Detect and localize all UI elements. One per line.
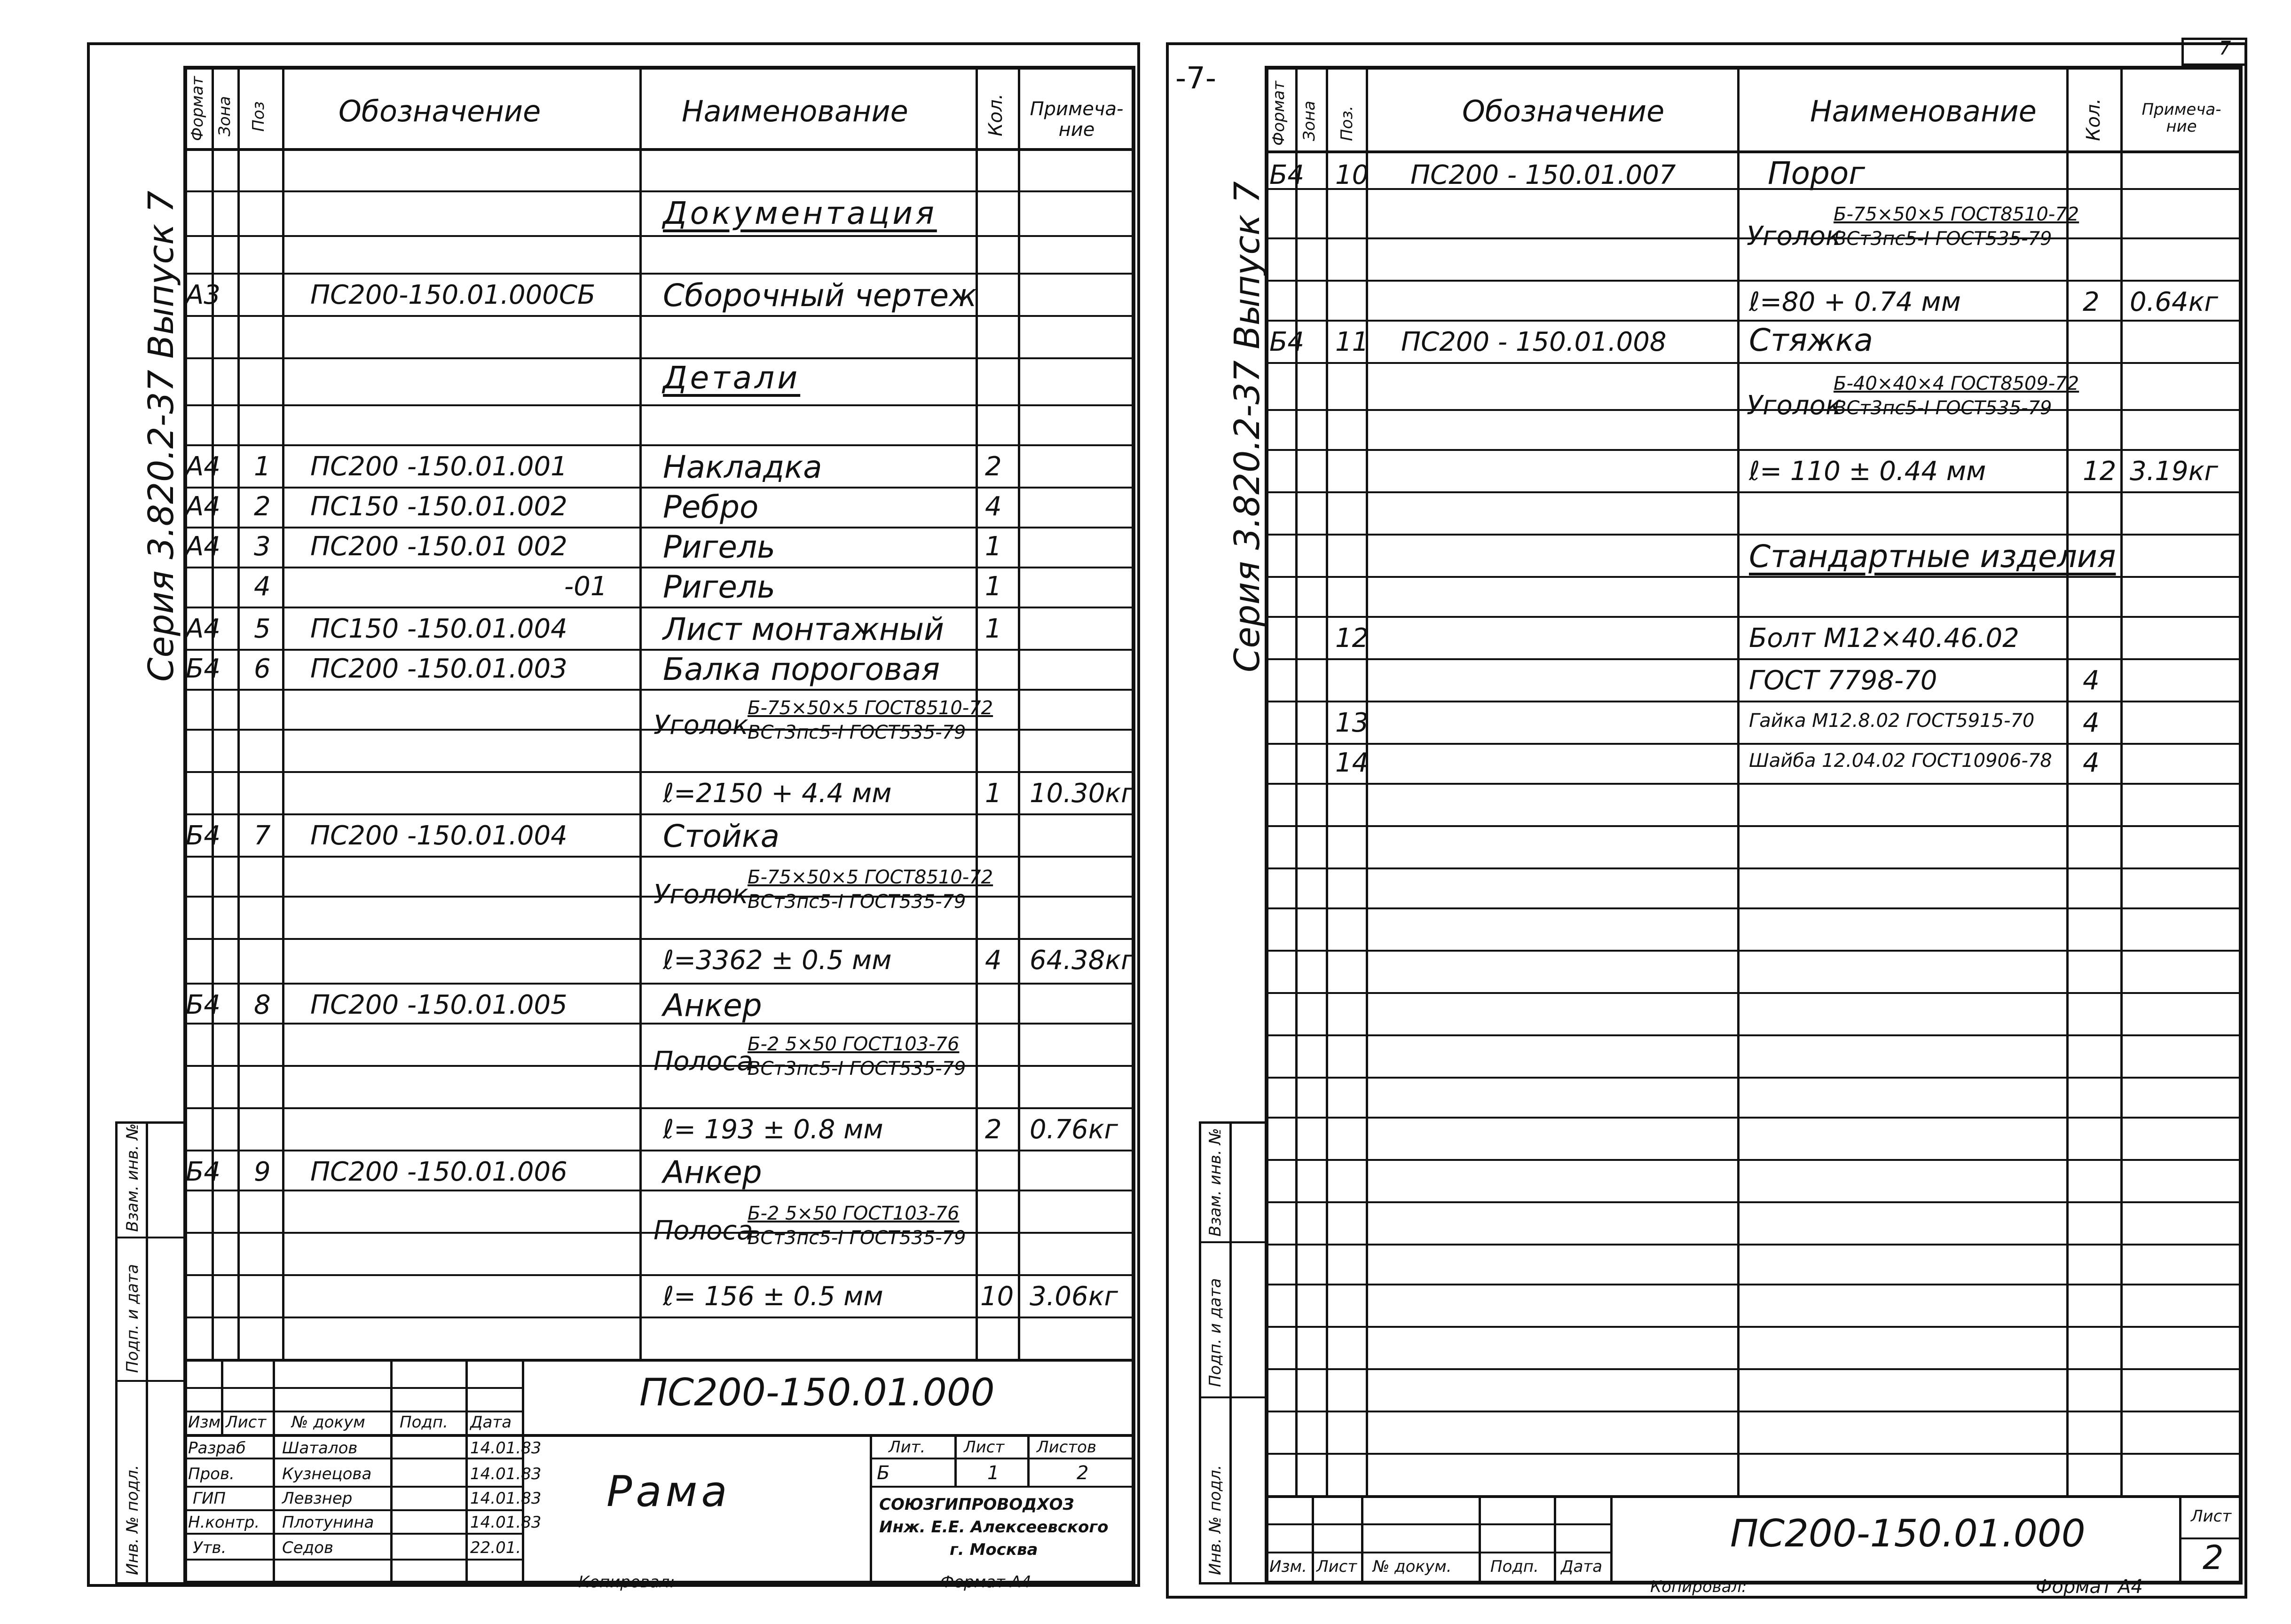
row-note: 10.30кг bbox=[1030, 778, 1135, 809]
copied-label: Копировал: bbox=[1650, 1577, 1747, 1596]
section-standard: Стандартные изделия bbox=[1749, 538, 2116, 575]
page-number: -7- bbox=[1175, 61, 1216, 96]
row-name: Болт М12×40.46.02 bbox=[1749, 623, 2019, 654]
row-designation: ПС200 - 150.01.007 bbox=[1410, 160, 1676, 190]
row-qty: 1 bbox=[985, 531, 1002, 562]
row-pos: 13 bbox=[1335, 708, 1369, 738]
row-pos: 7 bbox=[254, 820, 271, 851]
staff-date: 14.01.83 bbox=[470, 1439, 542, 1458]
row-name: Анкер bbox=[663, 987, 762, 1024]
row-qty: 2 bbox=[985, 1114, 1002, 1145]
staff-role: Н.контр. bbox=[188, 1513, 260, 1532]
row-name: ℓ=2150 + 4.4 мм bbox=[663, 778, 892, 809]
header-zone: Зона bbox=[1300, 101, 1319, 141]
row-format: Б4 bbox=[186, 654, 221, 684]
staff-name: Левзнер bbox=[282, 1489, 353, 1508]
row-name: Сборочный чертеж bbox=[663, 277, 977, 314]
row-name: ℓ= 193 ± 0.8 мм bbox=[663, 1114, 883, 1145]
fraction-bottom: ВСт3пс5-I ГОСТ535-79 bbox=[748, 1227, 966, 1249]
lit-label: Лит. bbox=[889, 1438, 926, 1457]
row-designation: ПС200 -150.01.005 bbox=[310, 990, 567, 1020]
staff-role: Разраб bbox=[188, 1439, 246, 1458]
row-pos: 11 bbox=[1335, 327, 1369, 357]
stamp-vzam: Взам. инв. № bbox=[1206, 1128, 1225, 1237]
row-name: Ригель bbox=[663, 529, 776, 565]
row-qty: 1 bbox=[985, 614, 1002, 644]
row-name: ℓ= 110 ± 0.44 мм bbox=[1749, 456, 1986, 487]
row-format: А4 bbox=[186, 531, 220, 562]
fraction-top: Б-40×40×4 ГОСТ8509-72 bbox=[1834, 373, 2079, 394]
row-qty: 2 bbox=[2083, 287, 2100, 317]
row-pos: 3 bbox=[254, 531, 271, 562]
list-value: 2 bbox=[2203, 1538, 2224, 1577]
row-note: 0.76кг bbox=[1030, 1114, 1118, 1145]
fraction-top: Б-2 5×50 ГОСТ103-76 bbox=[748, 1203, 960, 1224]
row-name: Лист монтажный bbox=[663, 611, 945, 647]
row-qty: 1 bbox=[985, 778, 1002, 809]
fraction-value bbox=[1834, 202, 2079, 251]
stamp-inv: Инв. № подл. bbox=[1206, 1465, 1225, 1575]
row-format: А3 bbox=[186, 280, 220, 310]
row-name: ГОСТ 7798-70 bbox=[1749, 665, 1937, 696]
fraction-value bbox=[748, 1032, 966, 1081]
lit-value: Б bbox=[877, 1462, 890, 1484]
col-ndoc: № докум bbox=[291, 1413, 365, 1432]
row-name: Порог bbox=[1768, 155, 1865, 191]
row-name: Гайка М12.8.02 ГОСТ5915-70 bbox=[1749, 710, 2035, 732]
header-qty: Кол. bbox=[985, 93, 1007, 136]
staff-date: 22.01. bbox=[470, 1538, 521, 1557]
format-label: Формат А4 bbox=[940, 1573, 1031, 1592]
row-designation: ПС200 -150.01.004 bbox=[310, 820, 567, 851]
row-designation: ПС200 - 150.01.008 bbox=[1401, 327, 1667, 357]
section-documentation: Документация bbox=[663, 195, 937, 231]
row-qty: 4 bbox=[985, 491, 1002, 522]
stamp-podp: Подп. и дата bbox=[1206, 1278, 1225, 1387]
row-format: Б4 bbox=[186, 1157, 221, 1187]
row-name: Ребро bbox=[663, 489, 759, 525]
fraction-label: Уголок bbox=[1747, 390, 1842, 421]
fraction-bottom: ВСт3пс5-I ГОСТ535-79 bbox=[748, 891, 966, 913]
row-designation: ПС150 -150.01.004 bbox=[310, 614, 567, 644]
row-pos: 2 bbox=[254, 491, 271, 522]
org-line3: г. Москва bbox=[950, 1540, 1038, 1559]
row-name: Анкер bbox=[663, 1154, 762, 1190]
col-list: Лист bbox=[226, 1413, 267, 1432]
fraction-top: Б-75×50×5 ГОСТ8510-72 bbox=[748, 697, 993, 719]
row-note: 3.19кг bbox=[2130, 456, 2218, 487]
stamp-podp: Подп. и дата bbox=[123, 1264, 142, 1373]
staff-name: Седов bbox=[282, 1538, 334, 1557]
header-pos: Поз. bbox=[1338, 105, 1356, 141]
staff-date: 14.01.83 bbox=[470, 1489, 542, 1508]
staff-name: Шаталов bbox=[282, 1439, 358, 1458]
col-list: Лист bbox=[1316, 1557, 1357, 1576]
fraction-bottom: ВСт3пс5-I ГОСТ535-79 bbox=[748, 722, 966, 743]
row-pos: 5 bbox=[254, 614, 271, 644]
header-qty: Кол. bbox=[2083, 98, 2104, 141]
list-label: Лист bbox=[964, 1438, 1005, 1457]
header-format: Формат bbox=[188, 76, 207, 141]
fraction-label: Полоса bbox=[653, 1215, 753, 1246]
col-podp: Подп. bbox=[400, 1413, 448, 1432]
staff-name: Кузнецова bbox=[282, 1465, 372, 1483]
stamp-inv: Инв. № подл. bbox=[123, 1465, 142, 1575]
fraction-label: Уголок bbox=[653, 879, 748, 910]
staff-date: 14.01.83 bbox=[470, 1465, 542, 1483]
row-name: Балка пороговая bbox=[663, 651, 940, 687]
series-label: Серия 3.820.2-37 Выпуск 7 bbox=[141, 190, 181, 682]
listov-label: Листов bbox=[1037, 1438, 1097, 1457]
col-podp: Подп. bbox=[1490, 1557, 1539, 1576]
row-pos: 4 bbox=[254, 571, 271, 602]
col-ndoc: № докум. bbox=[1373, 1557, 1452, 1576]
row-name: ℓ=80 + 0.74 мм bbox=[1749, 287, 1961, 317]
staff-name: Плотунина bbox=[282, 1513, 374, 1532]
fraction-label: Уголок bbox=[653, 710, 748, 741]
header-name: Наименование bbox=[682, 94, 908, 128]
row-format: А4 bbox=[186, 614, 220, 644]
row-pos: 12 bbox=[1335, 623, 1369, 654]
row-pos: 10 bbox=[1335, 160, 1369, 190]
row-qty: 10 bbox=[980, 1281, 1014, 1312]
header-note: Примеча-ние bbox=[2141, 100, 2221, 136]
doc-code: ПС200-150.01.000 bbox=[639, 1371, 995, 1414]
row-name: Накладка bbox=[663, 449, 822, 485]
col-izm: Изм. bbox=[188, 1413, 226, 1432]
row-qty: 2 bbox=[985, 451, 1002, 482]
row-designation: ПС200 -150.01.001 bbox=[310, 451, 567, 482]
fraction-top: Б-75×50×5 ГОСТ8510-72 bbox=[748, 867, 993, 888]
row-designation: ПС200 -150.01 002 bbox=[310, 531, 567, 562]
row-qty: 12 bbox=[2083, 456, 2117, 487]
fraction-value bbox=[748, 1201, 966, 1250]
row-qty: 1 bbox=[985, 571, 1002, 602]
list-value: 1 bbox=[987, 1462, 1000, 1484]
row-name: ℓ=3362 ± 0.5 мм bbox=[663, 945, 892, 976]
section-details: Детали bbox=[663, 360, 801, 396]
row-qty: 4 bbox=[2083, 708, 2100, 738]
fraction-value bbox=[1834, 371, 2079, 420]
org-line2: Инж. Е.Е. Алексеевского bbox=[879, 1518, 1109, 1537]
series-label: Серия 3.820.2-37 Выпуск 7 bbox=[1227, 181, 1268, 672]
listov-value: 2 bbox=[1077, 1462, 1089, 1484]
fraction-value bbox=[748, 696, 993, 745]
header-pos: Поз bbox=[249, 101, 268, 132]
staff-role: ГИП bbox=[193, 1489, 226, 1508]
row-name: Стяжка bbox=[1749, 322, 1873, 358]
row-name: Ригель bbox=[663, 569, 776, 605]
row-name: Шайба 12.04.02 ГОСТ10906-78 bbox=[1749, 750, 2052, 772]
row-qty: 4 bbox=[985, 945, 1002, 976]
org-line1: СОЮЗГИПРОВОДХОЗ bbox=[879, 1495, 1074, 1514]
row-designation: ПС150 -150.01.002 bbox=[310, 491, 567, 522]
fraction-bottom: ВСт3пс5-I ГОСТ535-79 bbox=[1834, 228, 2052, 250]
row-format: Б4 bbox=[1269, 160, 1305, 190]
row-note: 0.64кг bbox=[2130, 287, 2218, 317]
row-format: Б4 bbox=[186, 820, 221, 851]
row-name: ℓ= 156 ± 0.5 мм bbox=[663, 1281, 883, 1312]
row-designation: ПС200 -150.01.006 bbox=[310, 1157, 567, 1187]
col-data: Дата bbox=[470, 1413, 512, 1432]
fraction-label: Уголок bbox=[1747, 221, 1842, 252]
row-pos: 9 bbox=[254, 1157, 271, 1187]
staff-date: 14.01.83 bbox=[470, 1513, 542, 1532]
fraction-bottom: ВСт3пс5-I ГОСТ535-79 bbox=[1834, 397, 2052, 419]
header-zone: Зона bbox=[215, 96, 234, 136]
header-format: Формат bbox=[1269, 81, 1288, 146]
fraction-label: Полоса bbox=[653, 1046, 753, 1077]
row-pos: 1 bbox=[254, 451, 271, 482]
fraction-top: Б-75×50×5 ГОСТ8510-72 bbox=[1834, 204, 2079, 225]
col-data: Дата bbox=[1561, 1557, 1603, 1576]
fraction-bottom: ВСт3пс5-I ГОСТ535-79 bbox=[748, 1058, 966, 1080]
header-designation: Обозначение bbox=[339, 94, 541, 128]
fraction-top: Б-2 5×50 ГОСТ103-76 bbox=[748, 1033, 960, 1055]
row-format: Б4 bbox=[1269, 327, 1305, 357]
row-designation: ПС200-150.01.000СБ bbox=[310, 280, 596, 310]
row-qty: 4 bbox=[2083, 748, 2100, 778]
header-designation: Обозначение bbox=[1462, 94, 1665, 128]
row-pos: 6 bbox=[254, 654, 271, 684]
row-name: Стойка bbox=[663, 818, 780, 854]
staff-role: Утв. bbox=[193, 1538, 227, 1557]
row-note: 3.06кг bbox=[1030, 1281, 1118, 1312]
corner-number: 7 bbox=[2219, 38, 2231, 59]
header-name: Наименование bbox=[1810, 94, 2037, 128]
copied-label: Копировал: bbox=[578, 1573, 675, 1592]
row-format: Б4 bbox=[186, 990, 221, 1020]
doc-code: ПС200-150.01.000 bbox=[1730, 1512, 2086, 1555]
format-label: Формат А4 bbox=[2036, 1576, 2143, 1598]
row-qty: 4 bbox=[2083, 665, 2100, 696]
row-designation: ПС200 -150.01.003 bbox=[310, 654, 567, 684]
fraction-value bbox=[748, 865, 993, 914]
staff-role: Пров. bbox=[188, 1465, 235, 1483]
doc-name: Рама bbox=[606, 1467, 731, 1516]
row-note: 64.38кг bbox=[1030, 945, 1135, 976]
col-izm: Изм. bbox=[1269, 1557, 1307, 1576]
row-pos: 8 bbox=[254, 990, 271, 1020]
row-pos: 14 bbox=[1335, 748, 1369, 778]
stamp-vzam: Взам. инв. № bbox=[123, 1123, 142, 1232]
row-format: А4 bbox=[186, 451, 220, 482]
header-note: Примеча-ние bbox=[1030, 98, 1124, 141]
list-label: Лист bbox=[2191, 1507, 2232, 1526]
row-designation: -01 bbox=[564, 571, 607, 602]
row-format: А4 bbox=[186, 491, 220, 522]
